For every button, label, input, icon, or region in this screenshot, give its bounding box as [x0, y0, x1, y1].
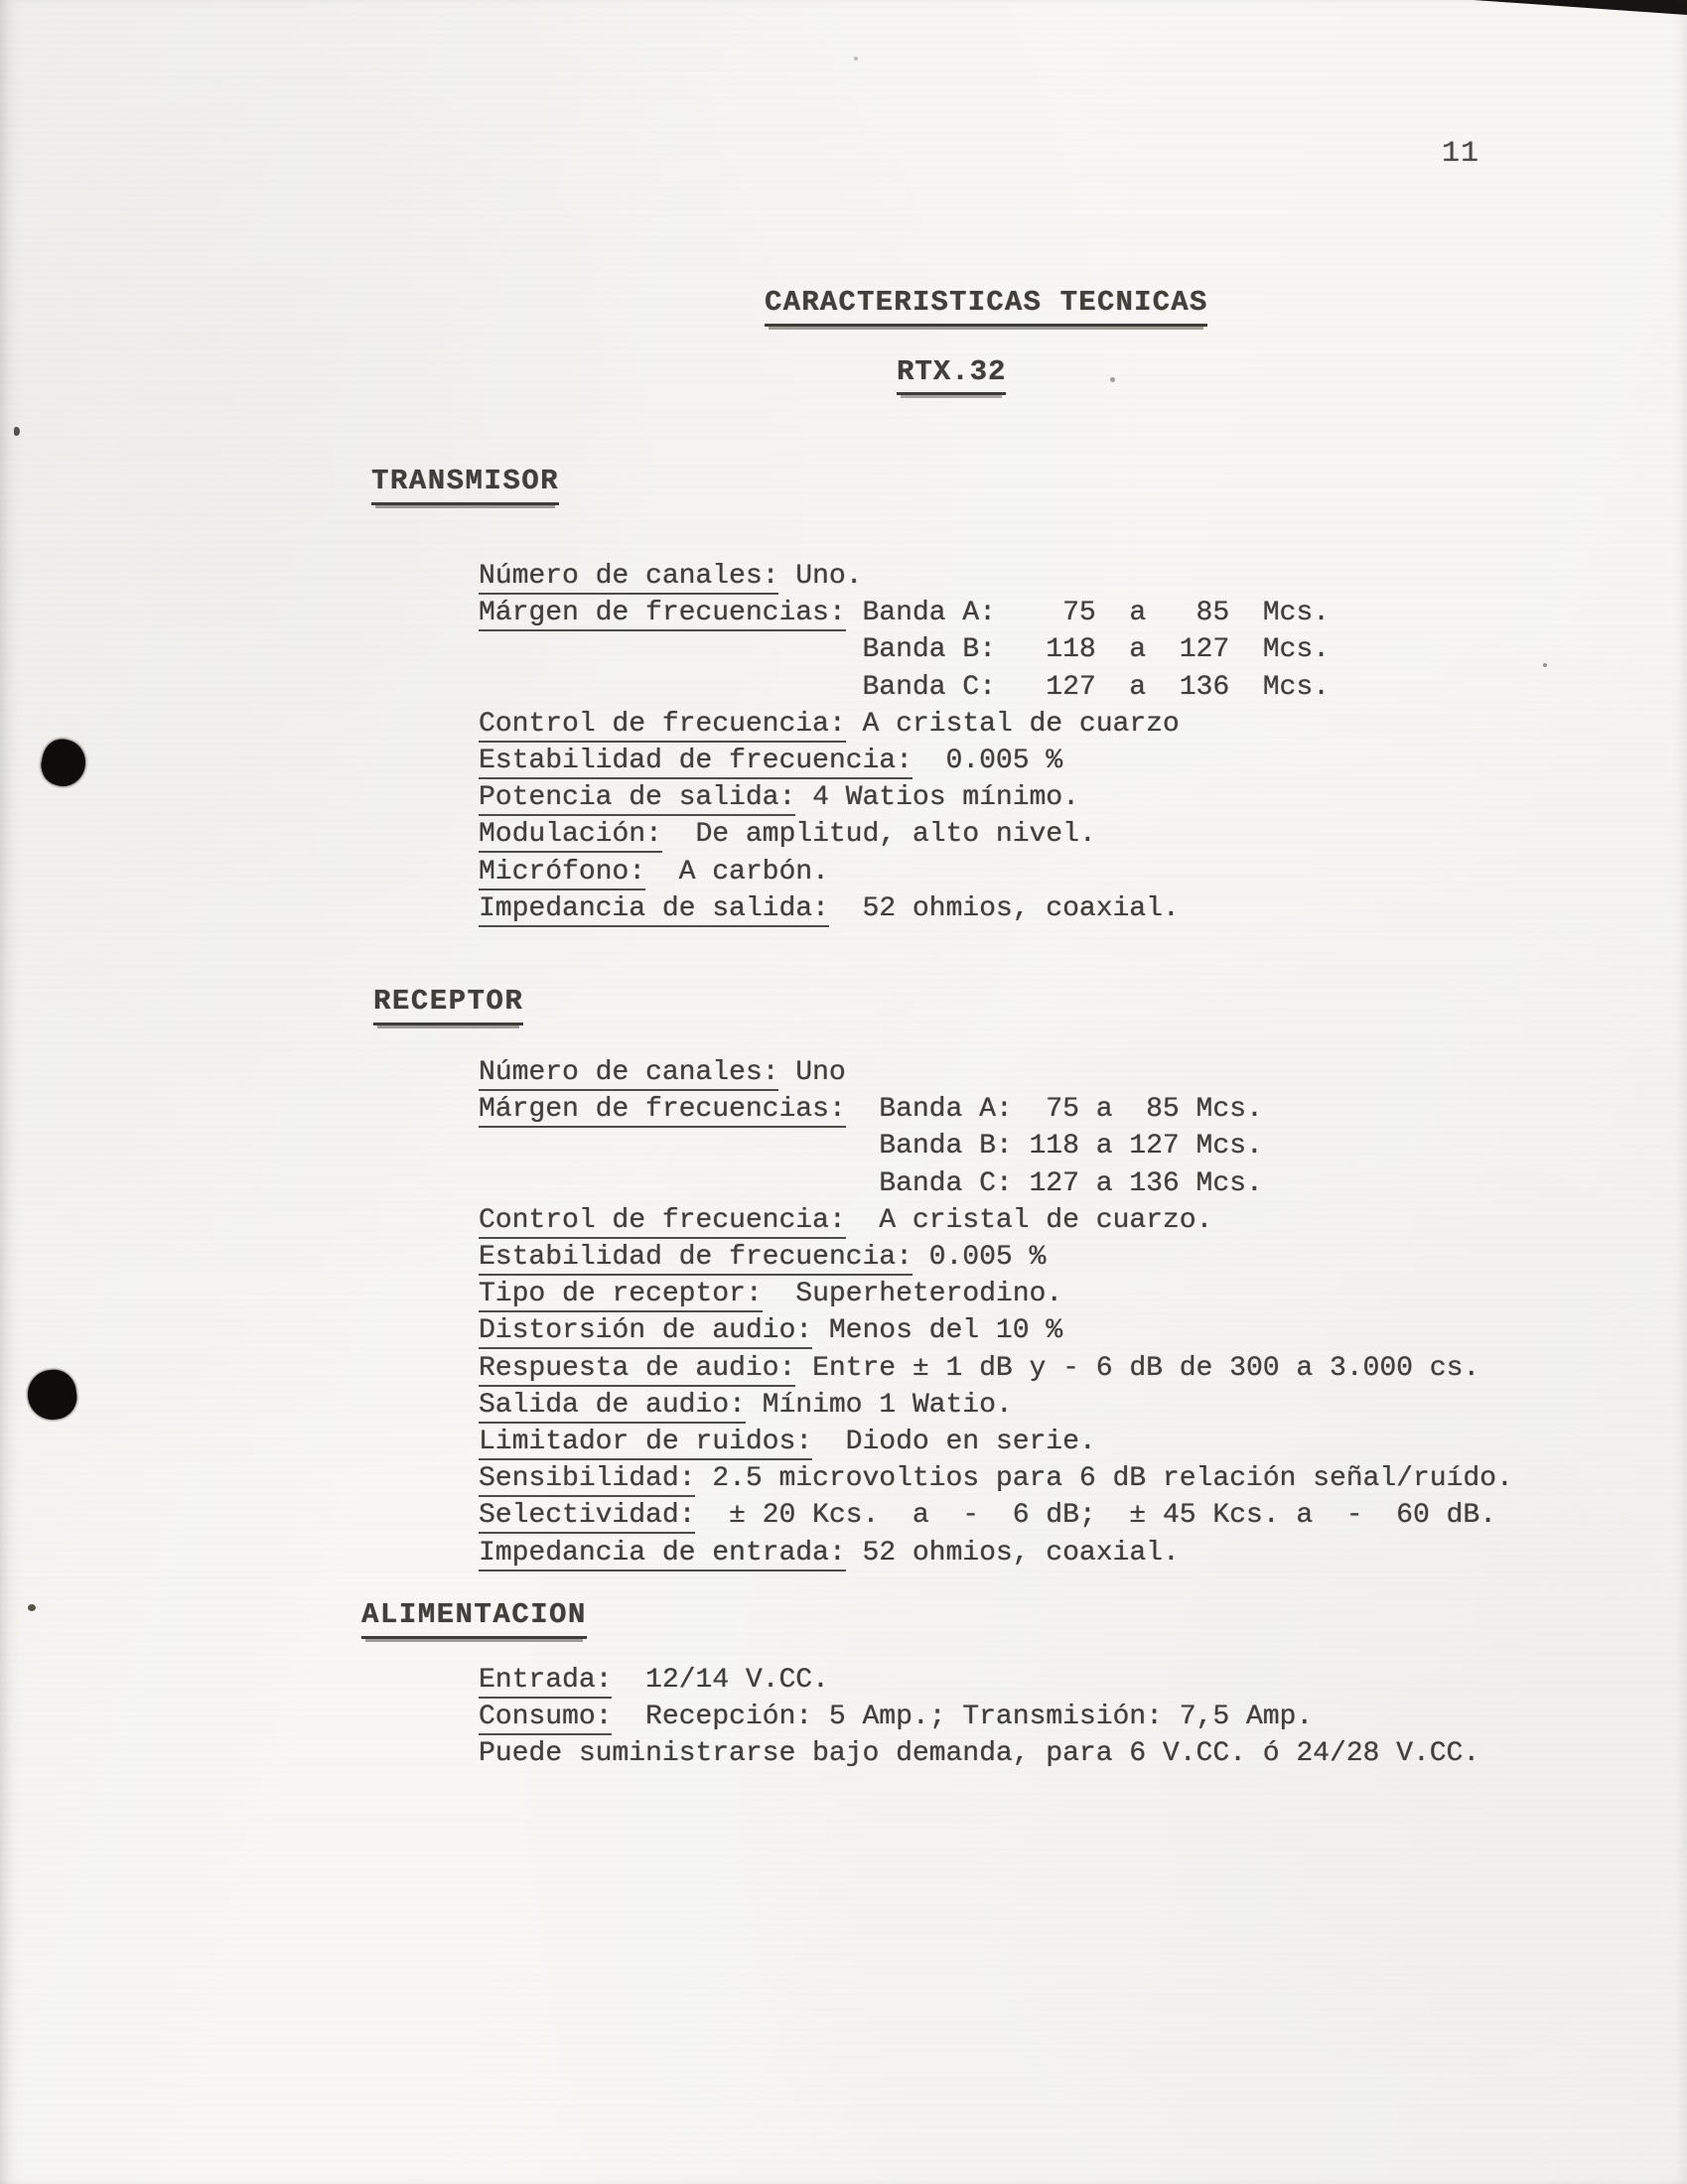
spec-line	[479, 1312, 1513, 1349]
spec-line	[479, 1387, 1513, 1424]
spec-line	[479, 706, 1330, 743]
spec-label: Sensibilidad:	[479, 1463, 695, 1497]
spec-label: Impedancia de salida:	[479, 893, 829, 927]
spec-value: Mínimo 1 Watio.	[745, 1389, 1013, 1421]
ink-speck	[28, 1604, 36, 1611]
spec-label: Márgen de frecuencias:	[479, 1094, 846, 1128]
spec-label: Salida de audio:	[479, 1390, 746, 1424]
spec-value: 12/14 V.CC.	[612, 1665, 829, 1696]
spec-value: Diodo en serie.	[812, 1427, 1096, 1458]
spec-line	[479, 1165, 1513, 1202]
spec-value: 4 Watios mínimo.	[795, 782, 1079, 814]
paper-speck	[854, 57, 858, 61]
spec-line	[479, 1128, 1513, 1164]
spec-value: Puede suministrarse bajo demanda, para 6 V.CC. ó 24/28 V.CC.	[479, 1738, 1480, 1770]
spec-label: Limitador de ruidos:	[479, 1427, 812, 1460]
spec-value: 2.5 microvoltios para 6 dB relación señal/ruído.	[695, 1463, 1513, 1495]
spec-label: Estabilidad de frecuencia:	[479, 1242, 913, 1276]
spec-line	[479, 1239, 1513, 1276]
section-heading-alimentacion: ALIMENTACION	[361, 1598, 587, 1639]
spec-line	[479, 558, 1330, 595]
spec-line	[479, 1535, 1513, 1571]
spec-line	[479, 743, 1330, 779]
ink-speck	[1110, 377, 1115, 382]
spec-value: Superheterodino.	[762, 1279, 1063, 1310]
spec-label: Estabilidad de frecuencia:	[479, 746, 913, 779]
spec-value: De amplitud, alto nivel.	[661, 819, 1096, 851]
spec-value: 52 ohmios, coaxial.	[845, 1537, 1180, 1569]
section-receptor-heading-wrap	[373, 985, 523, 1025]
section-heading-transmisor: TRANSMISOR	[371, 465, 559, 505]
section-alimentacion-specs	[479, 1662, 1479, 1773]
spec-value: Banda C: 127 a 136 Mcs.	[479, 671, 1330, 703]
spec-line	[479, 779, 1330, 816]
spec-value: ± 20 Kcs. a - 6 dB; ± 45 Kcs. a - 60 dB.	[695, 1500, 1496, 1532]
model-number: RTX.32	[897, 355, 1006, 395]
spec-value: Uno.	[778, 561, 863, 592]
spec-value: A cristal de cuarzo	[845, 708, 1180, 740]
spec-value: Entre ± 1 dB y - 6 dB de 300 a 3.000 cs.	[795, 1352, 1480, 1384]
section-transmisor-heading-wrap	[371, 465, 559, 505]
spec-value: Banda A: 75 a 85 Mcs.	[845, 1094, 1263, 1126]
spec-line	[479, 854, 1330, 890]
spec-line	[479, 816, 1330, 853]
spec-value: 52 ohmios, coaxial.	[828, 892, 1180, 924]
spec-line	[479, 890, 1330, 927]
spec-value: Menos del 10 %	[812, 1315, 1063, 1347]
spec-line	[479, 595, 1330, 631]
spec-value: 0.005 %	[912, 1242, 1047, 1274]
page-number: 11	[1442, 137, 1480, 171]
spec-label: Micrófono:	[479, 857, 645, 890]
spec-line	[479, 1202, 1513, 1239]
spec-label: Potencia de salida:	[479, 782, 795, 816]
spec-value: A carbón.	[645, 856, 829, 887]
spec-label: Modulación:	[479, 819, 662, 853]
section-alimentacion-heading-wrap	[361, 1598, 587, 1639]
spec-label: Entrada:	[479, 1665, 612, 1699]
scan-corner-artifact	[1474, 0, 1687, 15]
spec-value: Uno	[778, 1057, 846, 1088]
spec-line	[479, 669, 1330, 706]
spec-line	[479, 1497, 1513, 1534]
spec-value: Banda A: 75 a 85 Mcs.	[845, 598, 1330, 629]
spec-line	[479, 1091, 1513, 1128]
spec-line	[479, 1350, 1513, 1387]
spec-label: Número de canales:	[479, 1057, 778, 1091]
spec-value: A cristal de cuarzo.	[845, 1204, 1213, 1236]
spec-label: Selectividad:	[479, 1500, 695, 1534]
hole-punch-bottom	[25, 1367, 79, 1423]
ink-speck	[14, 427, 20, 436]
spec-line	[479, 1276, 1513, 1312]
spec-value: Banda C: 127 a 136 Mcs.	[479, 1167, 1263, 1199]
ink-speck	[1543, 663, 1547, 667]
section-receptor-specs	[479, 1054, 1513, 1571]
spec-label: Distorsión de audio:	[479, 1315, 812, 1349]
section-transmisor-specs	[479, 558, 1330, 927]
spec-label: Impedancia de entrada:	[479, 1538, 846, 1571]
spec-value: Recepción: 5 Amp.; Transmisión: 7,5 Amp.	[612, 1702, 1314, 1733]
spec-label: Márgen de frecuencias:	[479, 598, 846, 631]
spec-line	[479, 1699, 1479, 1735]
spec-value: Banda B: 118 a 127 Mcs.	[479, 1131, 1263, 1162]
spec-line	[479, 1662, 1479, 1699]
spec-label: Tipo de receptor:	[479, 1279, 763, 1312]
spec-line	[479, 1424, 1513, 1460]
spec-value: 0.005 %	[912, 746, 1063, 777]
spec-label: Número de canales:	[479, 561, 778, 595]
spec-label: Control de frecuencia:	[479, 709, 846, 743]
section-heading-receptor: RECEPTOR	[373, 985, 523, 1025]
spec-value: Banda B: 118 a 127 Mcs.	[479, 634, 1330, 666]
spec-label: Control de frecuencia:	[479, 1205, 846, 1239]
hole-punch-top	[37, 735, 90, 790]
spec-label: Respuesta de audio:	[479, 1353, 795, 1387]
spec-line	[479, 1735, 1479, 1772]
spec-label: Consumo:	[479, 1702, 612, 1735]
spec-line	[479, 1054, 1513, 1091]
spec-line	[479, 1460, 1513, 1497]
document-title: CARACTERISTICAS TECNICAS	[765, 286, 1207, 327]
spec-line	[479, 631, 1330, 668]
